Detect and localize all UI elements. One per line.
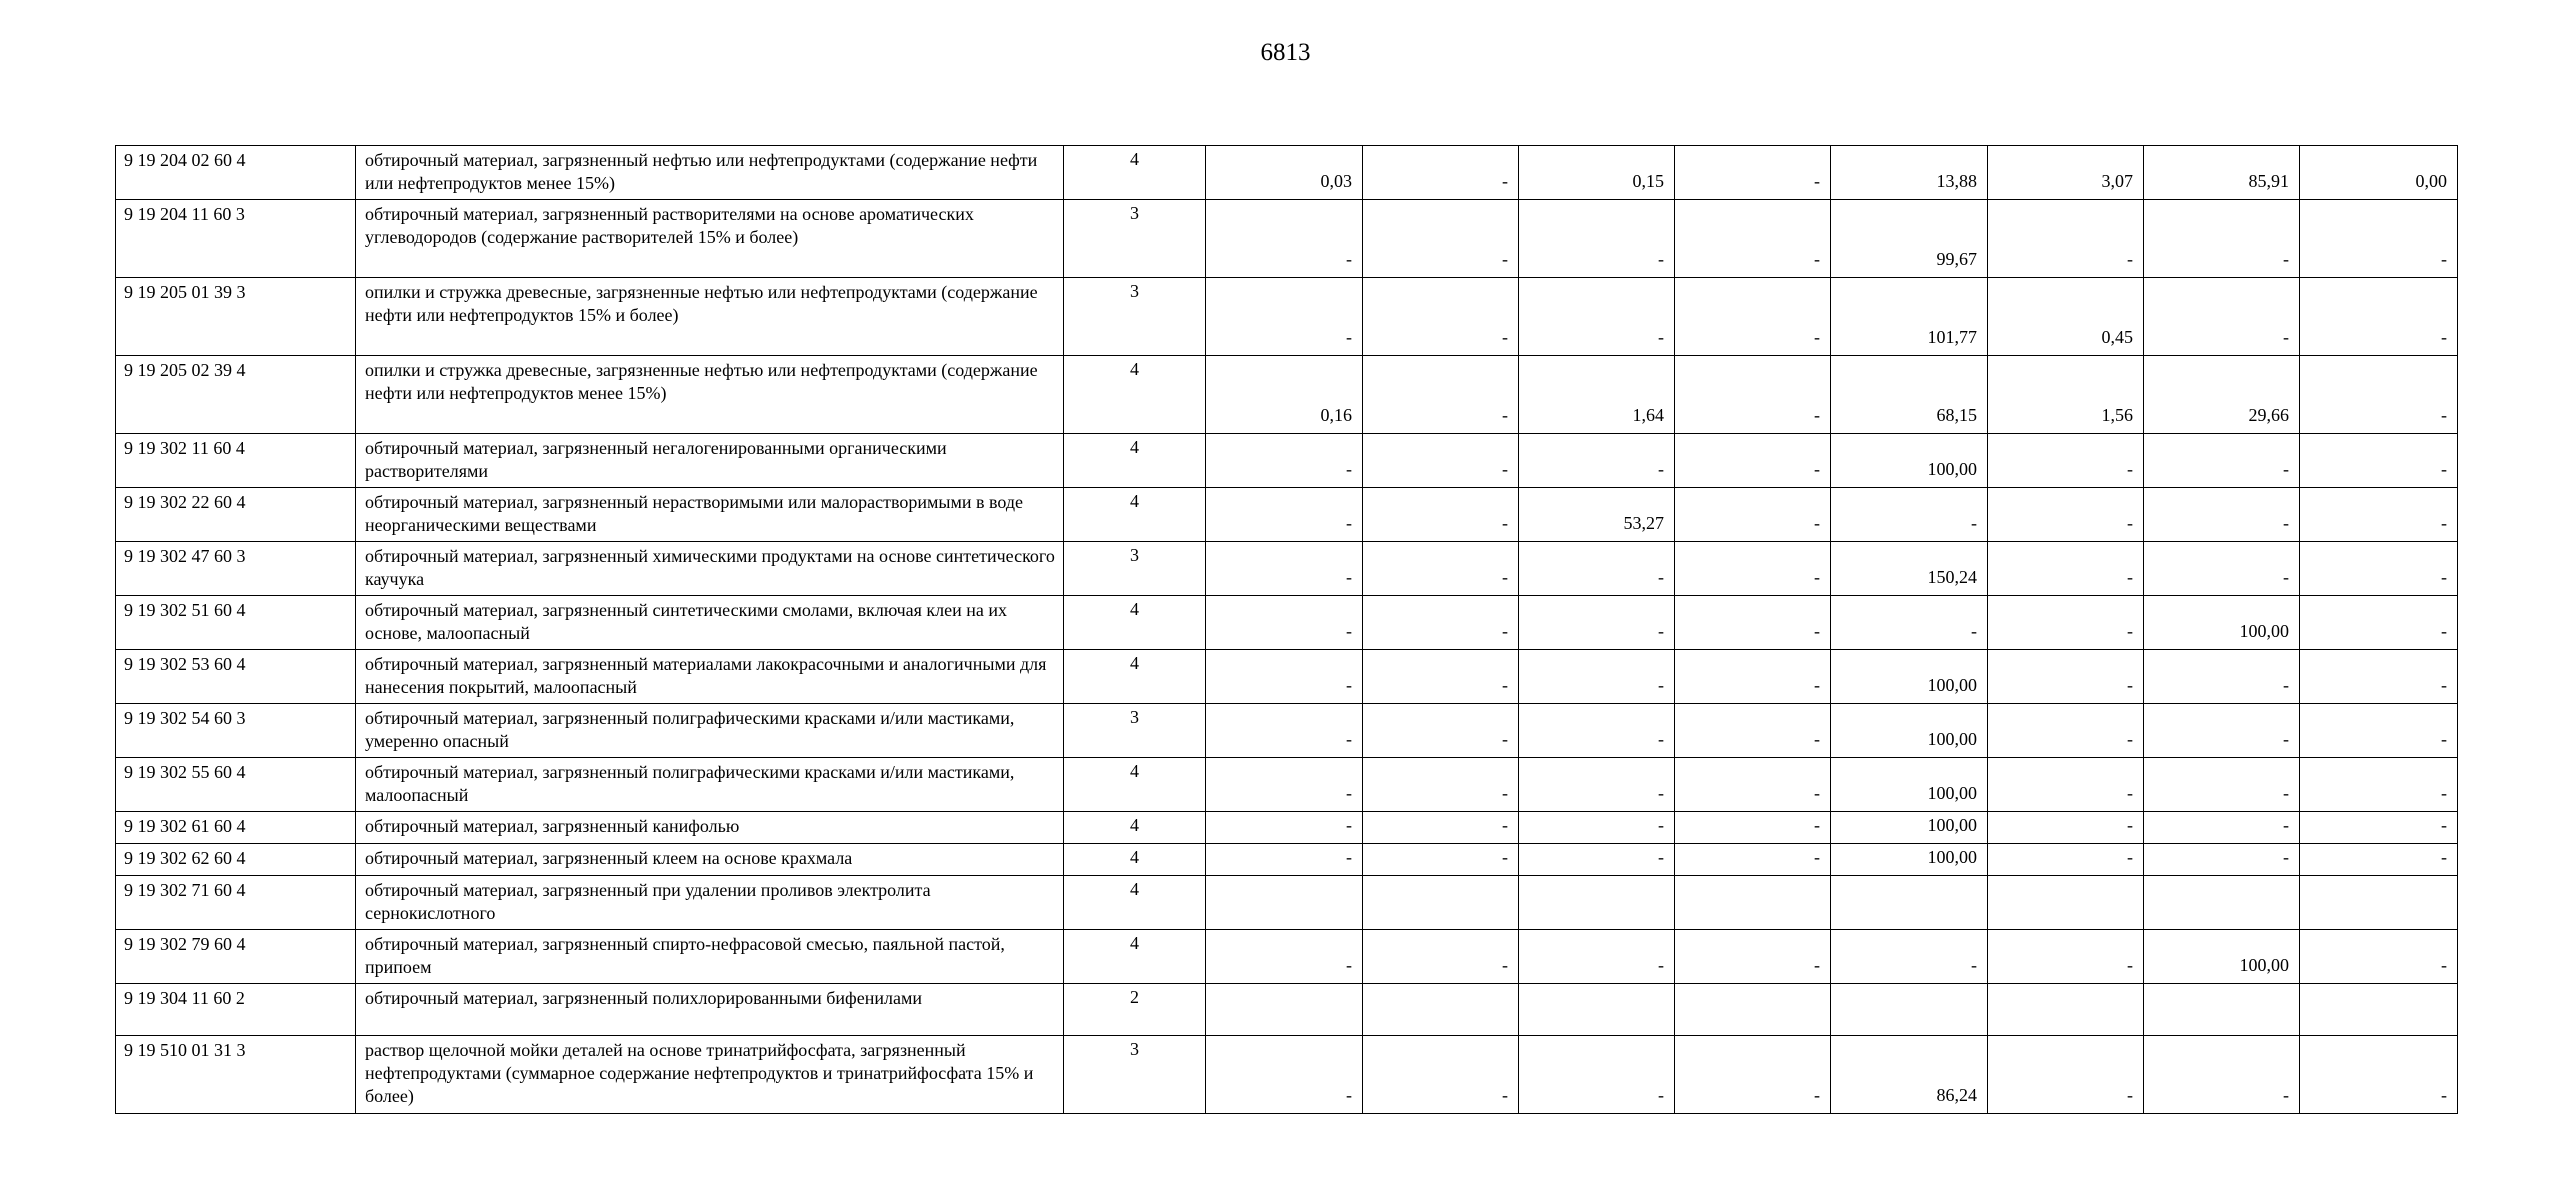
value-cell: - — [2144, 704, 2300, 758]
value-cell: - — [2144, 650, 2300, 704]
value-cell: - — [1675, 278, 1831, 356]
value-cell — [1206, 876, 1363, 930]
value-cell: - — [1206, 434, 1363, 488]
waste-name-cell: обтирочный материал, загрязненный клеем на основе крахмала — [356, 844, 1064, 876]
value-cell: - — [1206, 844, 1363, 876]
hazard-class-cell: 4 — [1064, 650, 1206, 704]
value-cell: - — [1519, 434, 1675, 488]
value-cell — [1675, 876, 1831, 930]
value-cell: - — [2300, 488, 2458, 542]
value-cell: - — [1363, 812, 1519, 844]
waste-table — [115, 145, 2458, 1114]
value-cell: - — [1519, 200, 1675, 278]
value-cell: 1,64 — [1519, 356, 1675, 434]
hazard-class-cell: 3 — [1064, 542, 1206, 596]
waste-code-cell: 9 19 302 61 60 4 — [116, 812, 356, 844]
value-cell: 29,66 — [2144, 356, 2300, 434]
value-cell: - — [2144, 488, 2300, 542]
value-cell — [1206, 984, 1363, 1036]
waste-code-cell: 9 19 510 01 31 3 — [116, 1036, 356, 1114]
value-cell: - — [1206, 812, 1363, 844]
value-cell: - — [2300, 758, 2458, 812]
hazard-class-cell: 4 — [1064, 930, 1206, 984]
waste-name-cell: обтирочный материал, загрязненный полиграфическими красками и/или мастиками, умеренно опасный — [356, 704, 1064, 758]
value-cell: - — [1363, 596, 1519, 650]
waste-code-cell: 9 19 302 51 60 4 — [116, 596, 356, 650]
value-cell: - — [1675, 596, 1831, 650]
hazard-class-cell: 3 — [1064, 200, 1206, 278]
value-cell: 100,00 — [1831, 650, 1988, 704]
hazard-class-cell: 4 — [1064, 488, 1206, 542]
value-cell: - — [1675, 146, 1831, 200]
table-row — [116, 278, 2458, 356]
value-cell: - — [1831, 488, 1988, 542]
value-cell: - — [1675, 844, 1831, 876]
hazard-class-cell: 4 — [1064, 356, 1206, 434]
value-cell — [2300, 876, 2458, 930]
value-cell: - — [1206, 1036, 1363, 1114]
waste-code-cell: 9 19 302 71 60 4 — [116, 876, 356, 930]
waste-code-cell: 9 19 204 11 60 3 — [116, 200, 356, 278]
value-cell: - — [1519, 278, 1675, 356]
value-cell: - — [1363, 650, 1519, 704]
value-cell: - — [1363, 434, 1519, 488]
value-cell: - — [2144, 1036, 2300, 1114]
value-cell: 100,00 — [1831, 434, 1988, 488]
value-cell: 100,00 — [1831, 844, 1988, 876]
hazard-class-cell: 4 — [1064, 758, 1206, 812]
value-cell: - — [1206, 650, 1363, 704]
value-cell: 100,00 — [1831, 704, 1988, 758]
value-cell: - — [1206, 758, 1363, 812]
waste-code-cell: 9 19 204 02 60 4 — [116, 146, 356, 200]
value-cell: - — [1675, 650, 1831, 704]
hazard-class-cell: 4 — [1064, 596, 1206, 650]
page-number: 6813 — [1260, 39, 1311, 66]
table-row — [116, 812, 2458, 844]
value-cell: - — [1519, 930, 1675, 984]
value-cell: - — [1363, 356, 1519, 434]
waste-code-cell: 9 19 302 11 60 4 — [116, 434, 356, 488]
value-cell: - — [1363, 542, 1519, 596]
value-cell: - — [2144, 434, 2300, 488]
hazard-class-cell: 4 — [1064, 434, 1206, 488]
waste-name-cell: обтирочный материал, загрязненный синтетическими смолами, включая клеи на их основе, малоопасный — [356, 596, 1064, 650]
value-cell: - — [1988, 488, 2144, 542]
value-cell: - — [1988, 1036, 2144, 1114]
value-cell: - — [2144, 200, 2300, 278]
value-cell: - — [1675, 200, 1831, 278]
hazard-class-cell: 3 — [1064, 704, 1206, 758]
value-cell: - — [1363, 200, 1519, 278]
value-cell: - — [2300, 542, 2458, 596]
value-cell — [1831, 984, 1988, 1036]
value-cell: - — [2144, 278, 2300, 356]
value-cell: 0,16 — [1206, 356, 1363, 434]
value-cell: - — [1675, 488, 1831, 542]
value-cell: - — [1363, 1036, 1519, 1114]
value-cell — [2300, 984, 2458, 1036]
value-cell: 99,67 — [1831, 200, 1988, 278]
value-cell: - — [1519, 704, 1675, 758]
waste-name-cell: обтирочный материал, загрязненный полихлорированными бифенилами — [356, 984, 1064, 1036]
waste-name-cell: обтирочный материал, загрязненный канифолью — [356, 812, 1064, 844]
value-cell: - — [2144, 542, 2300, 596]
waste-name-cell: опилки и стружка древесные, загрязненные нефтью или нефтепродуктами (содержание нефти или нефтепродуктов менее 15%) — [356, 356, 1064, 434]
table-row — [116, 434, 2458, 488]
value-cell — [1831, 876, 1988, 930]
value-cell: 100,00 — [1831, 812, 1988, 844]
value-cell: 13,88 — [1831, 146, 1988, 200]
value-cell: - — [2300, 704, 2458, 758]
waste-code-cell: 9 19 302 79 60 4 — [116, 930, 356, 984]
hazard-class-cell: 4 — [1064, 844, 1206, 876]
waste-name-cell: обтирочный материал, загрязненный негалогенированными органическими растворителями — [356, 434, 1064, 488]
value-cell: - — [1675, 812, 1831, 844]
value-cell — [1988, 984, 2144, 1036]
value-cell: - — [1363, 278, 1519, 356]
value-cell: - — [1831, 596, 1988, 650]
value-cell: - — [1675, 758, 1831, 812]
waste-name-cell: обтирочный материал, загрязненный химическими продуктами на основе синтетического каучука — [356, 542, 1064, 596]
value-cell: - — [1363, 844, 1519, 876]
value-cell: - — [2300, 650, 2458, 704]
value-cell: 150,24 — [1831, 542, 1988, 596]
value-cell: - — [1988, 812, 2144, 844]
value-cell: - — [2144, 812, 2300, 844]
waste-name-cell: раствор щелочной мойки деталей на основе тринатрийфосфата, загрязненный нефтепродуктами (суммарное содержание нефтепродуктов и тринатрийфосфата 15% и более) — [356, 1036, 1064, 1114]
value-cell: - — [1675, 542, 1831, 596]
value-cell: 1,56 — [1988, 356, 2144, 434]
value-cell: - — [1519, 844, 1675, 876]
value-cell — [2144, 876, 2300, 930]
value-cell: 0,45 — [1988, 278, 2144, 356]
value-cell: - — [1519, 812, 1675, 844]
value-cell: - — [1206, 278, 1363, 356]
value-cell: - — [1988, 542, 2144, 596]
value-cell: - — [1206, 596, 1363, 650]
table-row — [116, 930, 2458, 984]
value-cell: 3,07 — [1988, 146, 2144, 200]
value-cell — [1363, 876, 1519, 930]
value-cell — [1519, 984, 1675, 1036]
waste-name-cell: обтирочный материал, загрязненный растворителями на основе ароматических углеводородов (содержание растворителей 15% и более) — [356, 200, 1064, 278]
value-cell: - — [2300, 434, 2458, 488]
value-cell — [1363, 984, 1519, 1036]
waste-name-cell: обтирочный материал, загрязненный нерастворимыми или малорастворимыми в воде неорганическими веществами — [356, 488, 1064, 542]
value-cell: - — [2300, 278, 2458, 356]
value-cell: - — [1988, 758, 2144, 812]
value-cell: - — [2300, 356, 2458, 434]
table-row — [116, 1036, 2458, 1114]
value-cell: - — [1988, 704, 2144, 758]
value-cell: - — [1675, 356, 1831, 434]
value-cell: - — [2300, 596, 2458, 650]
value-cell: - — [1363, 488, 1519, 542]
waste-name-cell: обтирочный материал, загрязненный нефтью или нефтепродуктами (содержание нефти или нефтепродуктов менее 15%) — [356, 146, 1064, 200]
value-cell: 0,03 — [1206, 146, 1363, 200]
value-cell: - — [1988, 596, 2144, 650]
value-cell: - — [2300, 930, 2458, 984]
table-row — [116, 200, 2458, 278]
value-cell: - — [1519, 758, 1675, 812]
value-cell: - — [1675, 434, 1831, 488]
waste-code-cell: 9 19 302 53 60 4 — [116, 650, 356, 704]
value-cell: - — [1675, 1036, 1831, 1114]
waste-code-cell: 9 19 302 62 60 4 — [116, 844, 356, 876]
table-body — [116, 146, 2458, 1114]
value-cell: 100,00 — [1831, 758, 1988, 812]
value-cell: 86,24 — [1831, 1036, 1988, 1114]
table-row — [116, 356, 2458, 434]
waste-code-cell: 9 19 304 11 60 2 — [116, 984, 356, 1036]
hazard-class-cell: 3 — [1064, 1036, 1206, 1114]
value-cell: - — [1519, 650, 1675, 704]
value-cell: - — [2144, 758, 2300, 812]
waste-code-cell: 9 19 205 02 39 4 — [116, 356, 356, 434]
table-row — [116, 542, 2458, 596]
table-row — [116, 146, 2458, 200]
value-cell: 85,91 — [2144, 146, 2300, 200]
waste-code-cell: 9 19 302 55 60 4 — [116, 758, 356, 812]
value-cell: - — [2300, 844, 2458, 876]
value-cell — [1519, 876, 1675, 930]
waste-code-cell: 9 19 302 22 60 4 — [116, 488, 356, 542]
value-cell: - — [2300, 200, 2458, 278]
value-cell: - — [2300, 812, 2458, 844]
table-row — [116, 650, 2458, 704]
value-cell: - — [1519, 1036, 1675, 1114]
value-cell: - — [1988, 650, 2144, 704]
waste-name-cell: обтирочный материал, загрязненный полиграфическими красками и/или мастиками, малоопасный — [356, 758, 1064, 812]
value-cell: - — [2300, 1036, 2458, 1114]
hazard-class-cell: 4 — [1064, 876, 1206, 930]
hazard-class-cell: 3 — [1064, 278, 1206, 356]
value-cell: - — [1363, 704, 1519, 758]
value-cell: 68,15 — [1831, 356, 1988, 434]
value-cell — [2144, 984, 2300, 1036]
value-cell: - — [1988, 930, 2144, 984]
table-row — [116, 758, 2458, 812]
value-cell: - — [1206, 704, 1363, 758]
value-cell — [1988, 876, 2144, 930]
value-cell: - — [1675, 930, 1831, 984]
waste-name-cell: опилки и стружка древесные, загрязненные нефтью или нефтепродуктами (содержание нефти или нефтепродуктов 15% и более) — [356, 278, 1064, 356]
waste-name-cell: обтирочный материал, загрязненный спирто-нефрасовой смесью, паяльной пастой, припоем — [356, 930, 1064, 984]
value-cell: 0,15 — [1519, 146, 1675, 200]
table-row — [116, 704, 2458, 758]
value-cell: - — [1206, 542, 1363, 596]
value-cell: - — [1675, 704, 1831, 758]
waste-name-cell: обтирочный материал, загрязненный материалами лакокрасочными и аналогичными для нанесения покрытий, малоопасный — [356, 650, 1064, 704]
hazard-class-cell: 4 — [1064, 812, 1206, 844]
table-row — [116, 984, 2458, 1036]
table-row — [116, 844, 2458, 876]
waste-code-cell: 9 19 205 01 39 3 — [116, 278, 356, 356]
hazard-class-cell: 4 — [1064, 146, 1206, 200]
value-cell: - — [1206, 488, 1363, 542]
value-cell: 101,77 — [1831, 278, 1988, 356]
value-cell: - — [1988, 434, 2144, 488]
value-cell: - — [1363, 930, 1519, 984]
table-row — [116, 596, 2458, 650]
value-cell — [1675, 984, 1831, 1036]
value-cell: 100,00 — [2144, 930, 2300, 984]
waste-code-cell: 9 19 302 47 60 3 — [116, 542, 356, 596]
value-cell: - — [1988, 844, 2144, 876]
value-cell: - — [1363, 758, 1519, 812]
value-cell: - — [2144, 844, 2300, 876]
value-cell: - — [1363, 146, 1519, 200]
value-cell: - — [1831, 930, 1988, 984]
waste-name-cell: обтирочный материал, загрязненный при удалении проливов электролита сернокислотного — [356, 876, 1064, 930]
hazard-class-cell: 2 — [1064, 984, 1206, 1036]
value-cell: - — [1206, 200, 1363, 278]
table-row — [116, 876, 2458, 930]
table-row — [116, 488, 2458, 542]
value-cell: 0,00 — [2300, 146, 2458, 200]
value-cell: 100,00 — [2144, 596, 2300, 650]
waste-code-cell: 9 19 302 54 60 3 — [116, 704, 356, 758]
value-cell: - — [1988, 200, 2144, 278]
value-cell: - — [1519, 542, 1675, 596]
value-cell: - — [1206, 930, 1363, 984]
value-cell: 53,27 — [1519, 488, 1675, 542]
value-cell: - — [1519, 596, 1675, 650]
